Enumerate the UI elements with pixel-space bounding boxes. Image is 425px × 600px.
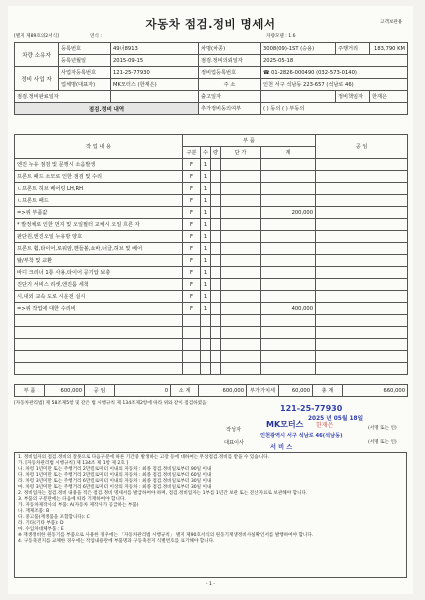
note-line: 라. 기타(기타 부품): D bbox=[18, 521, 64, 526]
author-name-handwritten: MK모터스 bbox=[266, 420, 304, 429]
rep-address-handwritten: 인천광역시 서구 석남로 46(석남동) bbox=[260, 433, 343, 439]
unit-cell bbox=[211, 171, 221, 183]
price-cell bbox=[221, 303, 261, 315]
totals-table bbox=[14, 384, 408, 397]
table-row bbox=[15, 183, 408, 195]
document-title: 자동차 점검.정비 명세서 bbox=[145, 17, 276, 31]
qty-cell: 1 bbox=[201, 267, 211, 279]
table-row bbox=[15, 231, 408, 243]
copy-label: 고객보관용 bbox=[380, 20, 403, 25]
empty-row bbox=[15, 315, 408, 327]
service-request-value: 2025-05-18 bbox=[261, 55, 408, 67]
sub-amount-header: 계 bbox=[261, 147, 316, 159]
note-line: 나. 재제조품: B bbox=[18, 509, 50, 514]
qty-cell: 1 bbox=[201, 243, 211, 255]
reg-no-value: 49너8913 bbox=[111, 43, 199, 55]
table-row bbox=[15, 207, 408, 219]
class-cell: F bbox=[183, 303, 201, 315]
vat-label: 부가가치세 bbox=[247, 385, 279, 397]
notes-list bbox=[15, 453, 406, 547]
class-cell: F bbox=[183, 267, 201, 279]
labor-cell bbox=[316, 231, 408, 243]
price-cell bbox=[221, 279, 261, 291]
col-labor-header: 공 임 bbox=[316, 135, 408, 159]
table-row bbox=[15, 303, 408, 315]
price-cell bbox=[221, 255, 261, 267]
form-number: [별지 제89호의2서식] bbox=[14, 34, 59, 39]
shop-name-value: MK모터스 (한재은) bbox=[111, 79, 199, 91]
table-row bbox=[15, 195, 408, 207]
qty-cell: 1 bbox=[201, 183, 211, 195]
amount-cell bbox=[261, 231, 316, 243]
note-line: 4. 구동축전지를 교체한 경우에는 작업내용란에 부품명과 구동축전지 식별번호를 표기해야 합니다. bbox=[18, 539, 215, 544]
release-date-label: 출고일자 bbox=[199, 91, 261, 103]
col-work-header: 작 업 내 용 bbox=[15, 135, 183, 159]
sub-qty-header: 수 bbox=[201, 147, 211, 159]
author-stamp: 한재은 bbox=[316, 422, 334, 429]
price-cell bbox=[221, 183, 261, 195]
work-cell: ㄴ프론트 허브 베어링 LH,RH bbox=[15, 183, 183, 195]
model-label: 차명(차종) bbox=[199, 43, 261, 55]
work-cell: 엔진 누유 점검 및 문행시 소음발생 bbox=[15, 159, 183, 171]
manager-label: 정비책임자 bbox=[336, 91, 370, 103]
sub-class-header: 구분 bbox=[183, 147, 201, 159]
labor-cell bbox=[316, 267, 408, 279]
amount-cell bbox=[261, 255, 316, 267]
vehicle-section-label: 차량 소유자 bbox=[15, 43, 59, 67]
model-value: 3008(09)-1ST (승용) bbox=[261, 43, 336, 55]
labor-cell bbox=[316, 219, 408, 231]
empty-row bbox=[15, 363, 408, 375]
qty-cell: 1 bbox=[201, 171, 211, 183]
note-line: 마. 수입차대체부품 : E bbox=[18, 527, 64, 532]
unit-cell bbox=[211, 303, 221, 315]
price-cell bbox=[221, 171, 261, 183]
labor-cell bbox=[316, 195, 408, 207]
unit-cell bbox=[211, 159, 221, 171]
signature-date: 2025 년 05월 18일 bbox=[308, 416, 364, 422]
biz-no-value: 121-25-77930 bbox=[111, 67, 199, 79]
first-reg-value: 2015-09-15 bbox=[111, 55, 199, 67]
note-line: 가. 자동차제작사의 부품: A(자동차 제작사가 공급하는 부품) bbox=[18, 503, 139, 508]
law-statement: [자동차관리법] 제 58조제5항 및 같은 법 시행규칙 제 134조제2항에 따라 위와 같이 점검하였음 bbox=[14, 401, 207, 406]
price-cell bbox=[221, 195, 261, 207]
author-sign-note: (서명 또는 인) bbox=[368, 426, 397, 431]
extra-consent-value: ( ) 동의 ( ) 부동의 bbox=[261, 103, 408, 115]
amount-cell bbox=[261, 195, 316, 207]
work-cell: ㄴ프론트 패드 bbox=[15, 195, 183, 207]
author-label: 작성자 bbox=[226, 427, 242, 433]
class-cell: F bbox=[183, 171, 201, 183]
qty-cell: 1 bbox=[201, 255, 211, 267]
handwritten-biz-no: 121-25-77930 bbox=[280, 404, 343, 413]
manager-value: 한재은 bbox=[370, 91, 408, 103]
empty-row bbox=[15, 351, 408, 363]
parts-total-value: 600,000 bbox=[45, 385, 85, 397]
price-cell bbox=[221, 267, 261, 279]
class-cell: F bbox=[183, 219, 201, 231]
qty-cell: 1 bbox=[201, 207, 211, 219]
address-label: 주 소 bbox=[199, 79, 261, 91]
note-line: 가. [자동차관리법 시행규칙] 제 134조 제 1항 제 2호 ] bbox=[18, 461, 129, 466]
sub-unit-header: 량 bbox=[211, 147, 221, 159]
work-cell: 판단원,엔진오일 누유방 양호 bbox=[15, 231, 183, 243]
table-row bbox=[15, 219, 408, 231]
note-line: 마. 차령 3년미만 또는 주행거리 6만킬로미터 이상의 자동차 : 최종 점검.정비일로부터 30일 이내 bbox=[18, 485, 212, 490]
work-cell: * 발정체로 인한 먼지 및 오일필터 교체시 오일 흐른 자 bbox=[15, 219, 183, 231]
amount-cell bbox=[261, 267, 316, 279]
note-line: ※ 재생정비한 원동기를 부품으로 사용한 경우에는 「자동차관리법 시행규칙」 별지 제90호서식의 원동기재생정비사실확인서를 발행하여야 합니다. bbox=[18, 533, 314, 538]
table-row bbox=[15, 171, 408, 183]
document-page bbox=[8, 6, 413, 594]
info-table bbox=[14, 42, 408, 115]
amount-cell bbox=[261, 291, 316, 303]
work-cell: 프론트 휠,타이어,로워암,핸들볼,쇼바,너클,허브 및 베어 bbox=[15, 243, 183, 255]
qty-cell: 1 bbox=[201, 219, 211, 231]
reg-no-label: 등록번호 bbox=[59, 43, 111, 55]
labor-cell bbox=[316, 255, 408, 267]
address-value: 인천 서구 석남동 223-657 (석남로 46) bbox=[261, 79, 408, 91]
note-line: 1. 정비업자의 점검.정비의 잘못으로 다음구분에 따른 기간중 발생하는 고장 등에 대하여는 무상점검.정비를 받을 수 있습니다. bbox=[18, 455, 270, 460]
class-cell: F bbox=[183, 207, 201, 219]
subtotal-value: 600,000 bbox=[199, 385, 247, 397]
col-parts-header: 부 품 bbox=[183, 135, 316, 147]
note-line: 2. 정비업자는 점검.정비 내용을 적은 점검.정비 명세서를 발급하여야 하며, 점검.정비업자는 1부를 1년간 보관 또는 전산자료로 보관해야 합니다. bbox=[18, 491, 308, 496]
labor-cell bbox=[316, 291, 408, 303]
price-cell bbox=[221, 219, 261, 231]
work-cell: 탈/부착 및 교환 bbox=[15, 255, 183, 267]
table-row bbox=[15, 291, 408, 303]
amount-cell bbox=[261, 159, 316, 171]
amount-cell bbox=[261, 171, 316, 183]
extra-consent-label: 추가정비동의여부 bbox=[199, 103, 261, 115]
qty-cell: 1 bbox=[201, 279, 211, 291]
shop-section-label: 정비 사업 자 bbox=[15, 67, 59, 91]
service-request-label: 점검.정비의뢰일자 bbox=[199, 55, 261, 67]
labor-cell bbox=[316, 303, 408, 315]
work-table bbox=[14, 134, 408, 375]
model-year-label: 자량모델 : 1.6 bbox=[266, 34, 296, 39]
labor-cell bbox=[316, 243, 408, 255]
labor-cell bbox=[316, 207, 408, 219]
unit-cell bbox=[211, 195, 221, 207]
class-cell: F bbox=[183, 279, 201, 291]
class-cell: F bbox=[183, 159, 201, 171]
labor-cell bbox=[316, 279, 408, 291]
class-cell: F bbox=[183, 255, 201, 267]
work-cell: =>위 작업에 대한 수리비 bbox=[15, 303, 183, 315]
table-row bbox=[15, 243, 408, 255]
amount-cell bbox=[261, 219, 316, 231]
qty-cell: 1 bbox=[201, 291, 211, 303]
labor-cell bbox=[316, 171, 408, 183]
qty-cell: 1 bbox=[201, 231, 211, 243]
unit-cell bbox=[211, 207, 221, 219]
labor-cell bbox=[316, 183, 408, 195]
license-label: 정비업등록번호 bbox=[199, 67, 261, 79]
amount-cell bbox=[261, 243, 316, 255]
first-reg-label: 등록년월일 bbox=[59, 55, 111, 67]
price-cell bbox=[221, 291, 261, 303]
sub-price-header: 단 가 bbox=[221, 147, 261, 159]
mileage-label: 주행거리 bbox=[336, 43, 370, 55]
unit-cell bbox=[211, 255, 221, 267]
table-row bbox=[15, 267, 408, 279]
price-cell bbox=[221, 231, 261, 243]
note-line: 다. 중고품(재생품을 포함합니다): C bbox=[18, 515, 90, 520]
class-cell: F bbox=[183, 291, 201, 303]
unit-cell bbox=[211, 231, 221, 243]
class-cell: F bbox=[183, 183, 201, 195]
labor-total-label: 공 임 bbox=[85, 385, 115, 397]
qty-cell: 1 bbox=[201, 159, 211, 171]
note-line: 3. 부품의 구분란에는 다음에 따라 기재하여야 합니다. bbox=[18, 497, 126, 502]
biz-no-label: 사업자등록번호 bbox=[59, 67, 111, 79]
unit-cell bbox=[211, 267, 221, 279]
unit-cell bbox=[211, 243, 221, 255]
amount-cell: 400,000 bbox=[261, 303, 316, 315]
work-cell: 프론트 패드 소모로 인한 점검 및 수리 bbox=[15, 171, 183, 183]
shop-phone: ☎ 01-2826-000490 (032-573-0140) bbox=[261, 67, 408, 79]
grand-total-value: 660,000 bbox=[343, 385, 408, 397]
table-row bbox=[15, 255, 408, 267]
table-row bbox=[15, 159, 408, 171]
parts-total-label: 부 품 bbox=[15, 385, 45, 397]
empty-row bbox=[15, 327, 408, 339]
class-cell: F bbox=[183, 231, 201, 243]
note-line: 라. 차령 3년미만 또는 주행거리 6만킬로미터 이내의 자동차 : 최종 점검.정비일로부터 30일 이내 bbox=[18, 479, 212, 484]
empty-row bbox=[15, 339, 408, 351]
labor-total-value: 0 bbox=[115, 385, 171, 397]
qty-cell: 1 bbox=[201, 303, 211, 315]
price-cell bbox=[221, 243, 261, 255]
work-cell: 바디 크리너 1통 사용,타이어 공기압 보충 bbox=[15, 267, 183, 279]
unit-cell bbox=[211, 183, 221, 195]
qty-cell: 1 bbox=[201, 195, 211, 207]
work-cell: 시,내외 교속 도로 시운전 실시 bbox=[15, 291, 183, 303]
rep-service-handwritten: 서 비 스 bbox=[270, 444, 293, 451]
amount-cell bbox=[261, 279, 316, 291]
content-header: 점검.정비 내역 bbox=[15, 103, 199, 115]
complete-date-label: 점검.정비완료일자 bbox=[15, 91, 111, 103]
rep-sign-note: (서명 또는 인) bbox=[368, 440, 397, 445]
unit-cell bbox=[211, 219, 221, 231]
note-line: 다. 차령 1년미만 또는 주행거리 2만킬로미터 이내의 자동차 : 최종 점검.정비일로부터 60일 이내 bbox=[18, 473, 212, 478]
price-cell bbox=[221, 159, 261, 171]
serial-label: 연식 : bbox=[90, 34, 102, 39]
labor-cell bbox=[316, 159, 408, 171]
amount-cell bbox=[261, 183, 316, 195]
mileage-value: 183,790 KM bbox=[370, 43, 408, 55]
work-cell: =>위 부품값 bbox=[15, 207, 183, 219]
page-number: - 1 - bbox=[205, 582, 216, 587]
shop-name-label: 업체명(대표자) bbox=[59, 79, 111, 91]
unit-cell bbox=[211, 291, 221, 303]
vat-value: 60,000 bbox=[279, 385, 313, 397]
class-cell: F bbox=[183, 195, 201, 207]
class-cell: F bbox=[183, 243, 201, 255]
notes-box bbox=[14, 452, 407, 578]
table-row bbox=[15, 279, 408, 291]
work-cell: 진단기 서비스 리셋,엔진룸 세척 bbox=[15, 279, 183, 291]
subtotal-label: 소 계 bbox=[171, 385, 199, 397]
note-line: 나. 차령 1년미만 또는 주행거리 2만킬로미터 이내의 자동차 : 최종 점검.정비일로부터 90일 이내 bbox=[18, 467, 212, 472]
price-cell bbox=[221, 207, 261, 219]
grand-total-label: 총 계 bbox=[313, 385, 343, 397]
rep-label: 대표이사 bbox=[224, 440, 245, 446]
amount-cell: 200,000 bbox=[261, 207, 316, 219]
unit-cell bbox=[211, 279, 221, 291]
